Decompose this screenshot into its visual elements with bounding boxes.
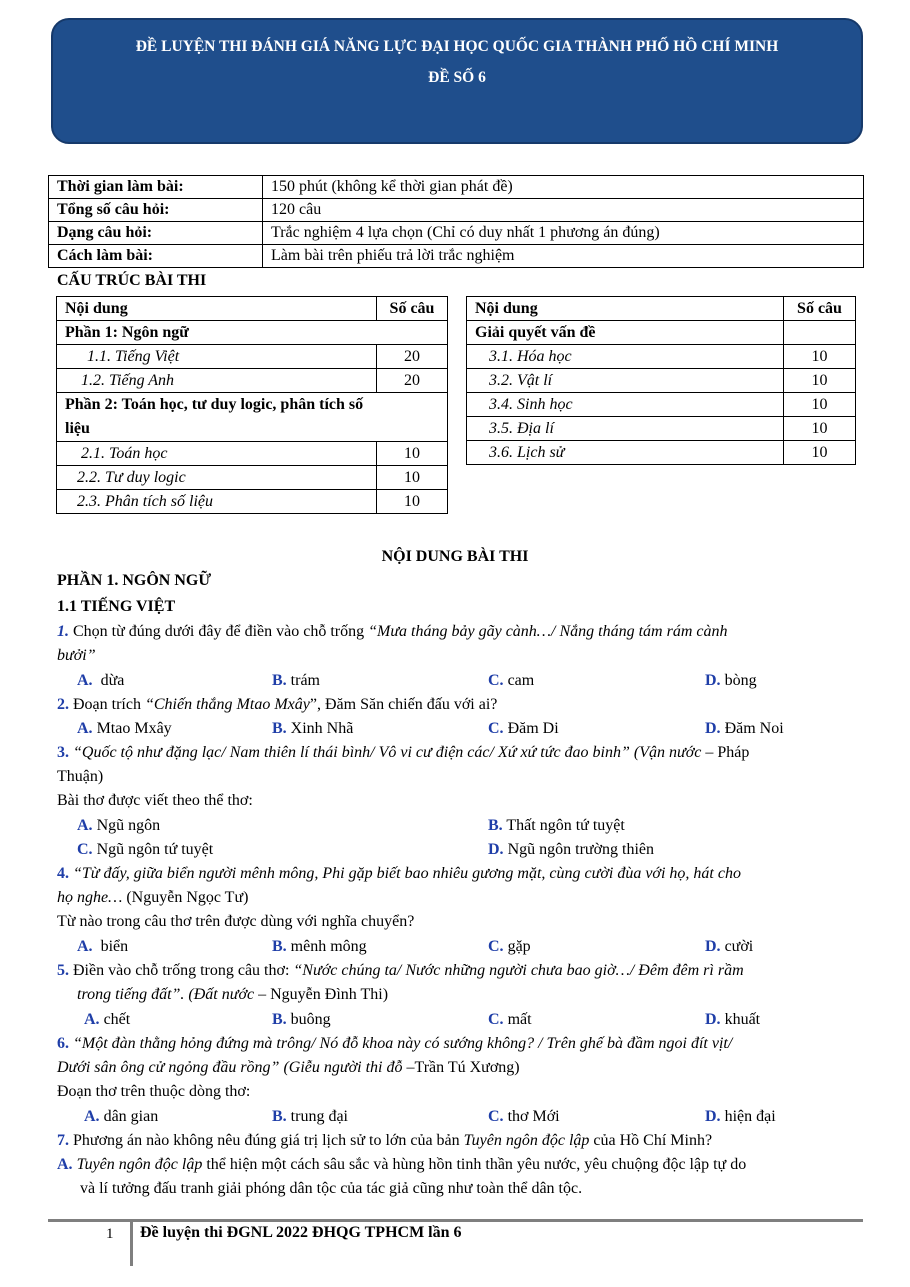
question-author: (Nguyễn Ngọc Tư) [122,889,249,906]
option-text: hiện đại [724,1108,776,1125]
option-d[interactable] [705,1011,760,1029]
count-cell: 10 [784,369,856,393]
content-title: NỘI DUNG BÀI THI [381,548,529,565]
question-2 [57,696,497,714]
info-key: Dạng câu hỏi: [49,222,263,245]
question-author: – Nguyễn Đình Thi) [254,986,389,1003]
table-header [57,297,448,321]
question-5 [57,962,744,980]
option-label: D. [705,938,721,955]
question-quote-cont [57,889,248,907]
count-cell: 20 [377,369,448,393]
option-c[interactable] [488,938,531,956]
subject-cell: 3.5. Địa lí [467,417,784,441]
option-text: Đăm Noi [724,720,784,737]
option-label: C. [488,1108,504,1125]
table-row [49,176,864,199]
option-text: chết [103,1011,131,1028]
question-text-post: của Hồ Chí Minh? [589,1132,713,1149]
question-quote: “Từ đấy, giữa biển người mênh mông, Phi gặp biết bao nhiêu gương mặt, cùng cười đùa với họ, hát cho [73,865,741,882]
question-quote-cont [57,1059,520,1077]
question-quote: “Quốc tộ như đặng lạc/ Nam thiên lí thái bình/ Vô vi cư điện các/ Xứ xứ tức đao binh” (Vận nước [73,744,702,761]
question-4 [57,865,741,883]
table-row [57,369,448,393]
subject-cell: 3.4. Sinh học [467,393,784,417]
question-prompt: Đoạn thơ trên thuộc dòng thơ: [57,1083,251,1100]
info-value: Trắc nghiệm 4 lựa chọn (Chỉ có duy nhất 1 phương án đúng) [263,222,864,245]
option-c[interactable] [77,841,213,859]
option-c[interactable] [488,1108,560,1126]
part-heading [57,393,448,442]
option-a[interactable] [84,1108,158,1126]
option-label: C. [488,938,504,955]
question-number: 7. [57,1132,69,1149]
option-a-cont: và lí tưởng đấu tranh giải phóng dân tộc của tác giả cũng như toàn thể dân tộc. [80,1180,583,1197]
subject-cell: 1.2. Tiếng Anh [57,369,377,393]
part-heading-line2: liệu [65,420,90,437]
info-value: 120 câu [263,199,864,222]
option-b[interactable] [272,672,320,690]
question-quote: “Chiến thắng Mtao Mxây [144,696,310,713]
option-d[interactable] [488,841,654,859]
header-banner [51,18,863,144]
option-text: dừa [100,672,125,689]
question-quote: “Mưa tháng bảy gãy cành…/ Nắng tháng tám rám cành [368,623,728,640]
option-label: B. [272,720,287,737]
info-value: 150 phút (không kể thời gian phát đề) [263,176,864,199]
structure-title: CẤU TRÚC BÀI THI [57,272,207,289]
question-quote-cont [77,986,388,1004]
question-quote: trong tiếng đất”. (Đất nước [77,986,255,1003]
option-text: Thất ngôn tứ tuyệt [506,817,625,834]
section-title: 1.1 TIẾNG VIỆT [57,598,176,615]
structure-table-left [56,296,448,514]
table-row [57,321,448,345]
option-label: A. [84,1108,100,1125]
option-text: gặp [507,938,531,955]
option-d[interactable] [705,720,784,738]
question-text: Phương án nào không nêu đúng giá trị lịch sử to lớn của bản [73,1132,460,1149]
table-row [49,199,864,222]
option-text: Ngũ ngôn trường thiên [507,841,655,858]
col-header-content: Nội dung [467,297,784,321]
option-text: mất [507,1011,532,1028]
part-heading: Giải quyết vấn đề [467,321,784,345]
question-number: 6. [57,1035,69,1052]
option-a[interactable] [77,817,160,835]
table-row [467,417,856,441]
table-row [57,345,448,369]
question-prompt: Bài thơ được viết theo thể thơ: [57,792,253,809]
option-text: thơ Mới [507,1108,560,1125]
part-title: PHẦN 1. NGÔN NGỮ [57,572,212,589]
table-row [467,441,856,465]
question-number: 4. [57,865,69,882]
col-header-content: Nội dung [57,297,377,321]
question-text-post: – Pháp [701,744,750,761]
question-text-cont: Thuận) [57,768,104,785]
option-text: Ngũ ngôn [96,817,161,834]
option-label: A. [77,938,93,955]
table-header [467,297,856,321]
option-b[interactable] [272,938,367,956]
option-label: A. [77,720,93,737]
empty-cell [784,321,856,345]
count-cell: 10 [784,417,856,441]
option-label: B. [272,1011,287,1028]
option-text: Ngũ ngôn tứ tuyệt [96,841,214,858]
question-quote-cont: bưởi” [57,647,96,664]
option-label: C. [488,672,504,689]
option-text: buông [290,1011,331,1028]
option-label: A. [77,817,93,834]
count-cell: 10 [784,441,856,465]
question-author: –Trần Tú Xương) [402,1059,520,1076]
question-quote: “Một đàn thằng hỏng đứng mà trông/ Nó đỗ khoa này có sướng không? / Trên ghế bà đầm ngoi đít vịt/ [73,1035,733,1052]
subject-cell: 3.6. Lịch sử [467,441,784,465]
footer-text: Đề luyện thi ĐGNL 2022 ĐHQG TPHCM lần 6 [140,1224,462,1241]
table-row [57,466,448,490]
col-header-count: Số câu [784,297,856,321]
option-text: trám [290,672,320,689]
count-cell: 10 [784,345,856,369]
option-label: D. [705,672,721,689]
question-7 [57,1132,712,1150]
subject-cell: 2.2. Tư duy logic [57,466,377,490]
option-text: khuất [724,1011,761,1028]
option-text: mênh mông [290,938,367,955]
option-d[interactable] [705,672,757,690]
option-text: cam [507,672,535,689]
option-label: A. [77,672,93,689]
option-text: cười [724,938,754,955]
option-b[interactable] [272,1011,331,1029]
option-label: D. [705,720,721,737]
option-text: bòng [724,672,757,689]
option-label: B. [272,1108,287,1125]
footer-rule [48,1219,863,1222]
option-label: B. [488,817,503,834]
option-a[interactable] [57,1156,746,1174]
option-label: D. [705,1108,721,1125]
footer-divider [130,1219,133,1266]
subject-cell: 2.1. Toán học [57,442,377,466]
option-text: dân gian [103,1108,159,1125]
option-a[interactable] [84,1011,130,1029]
table-row [467,393,856,417]
option-text: Xinh Nhã [290,720,354,737]
question-3 [57,744,749,762]
option-italic: Tuyên ngôn độc lập [76,1156,203,1173]
count-cell: 20 [377,345,448,369]
count-cell: 10 [377,490,448,514]
info-key: Cách làm bài: [49,245,263,268]
info-key: Thời gian làm bài: [49,176,263,199]
option-c[interactable] [488,720,559,738]
question-text: Chọn từ đúng dưới đây để điền vào chỗ trống [73,623,365,640]
option-text: trung đại [290,1108,348,1125]
option-label: D. [488,841,504,858]
question-1 [57,623,727,641]
question-text: Đoạn trích [73,696,141,713]
option-text: Đăm Di [507,720,559,737]
option-c[interactable] [488,1011,532,1029]
option-a[interactable] [77,672,124,690]
count-cell: 10 [377,466,448,490]
table-row [57,490,448,514]
option-label: C. [488,1011,504,1028]
option-label: D. [705,1011,721,1028]
question-number: 3. [57,744,69,761]
structure-table-right [466,296,856,465]
question-quote: họ nghe… [57,889,123,906]
option-b[interactable] [488,817,625,835]
option-d[interactable] [705,1108,776,1126]
subject-cell: 3.1. Hóa học [467,345,784,369]
table-row [49,245,864,268]
option-text: biển [100,938,129,955]
table-row [467,369,856,393]
question-number: 5. [57,962,69,979]
question-text-post: ”, Đăm Săn chiến đấu với ai? [309,696,498,713]
page-number: 1 [106,1226,114,1242]
question-text: Điền vào chỗ trống trong câu thơ: [73,962,290,979]
question-quote: Dưới sân ông cử ngỏng đầu rồng” (Giễu người thi đỗ [57,1059,403,1076]
table-row [467,345,856,369]
option-label: B. [272,938,287,955]
question-quote: “Nước chúng ta/ Nước những người chưa bao giờ…/ Đêm đêm rì rầm [293,962,744,979]
option-text: Mtao Mxây [96,720,172,737]
col-header-count: Số câu [377,297,448,321]
option-c[interactable] [488,672,534,690]
exam-title: ĐỀ LUYỆN THI ĐÁNH GIÁ NĂNG LỰC ĐẠI HỌC QUỐC GIA THÀNH PHỐ HỒ CHÍ MINH [135,38,779,55]
option-label: B. [272,672,287,689]
option-a[interactable] [77,720,172,738]
option-label: C. [77,841,93,858]
exam-number: ĐỀ SỐ 6 [428,69,486,86]
table-row [57,442,448,466]
subject-cell: 2.3. Phân tích số liệu [57,490,377,514]
option-d[interactable] [705,938,753,956]
table-row [49,222,864,245]
info-value: Làm bài trên phiếu trả lời trắc nghiệm [263,245,864,268]
part-heading: Phần 1: Ngôn ngữ [57,321,448,345]
count-cell: 10 [377,442,448,466]
question-number: 2. [57,696,69,713]
option-b[interactable] [272,1108,348,1126]
option-text: thể hiện một cách sâu sắc và hùng hồn tinh thần yêu nước, yêu chuộng độc lập tự do [202,1156,747,1173]
table-row [467,321,856,345]
part-heading-line1: Phần 2: Toán học, tư duy logic, phân tích số [65,396,364,413]
option-label: C. [488,720,504,737]
question-number: 1. [57,623,69,640]
option-b[interactable] [272,720,353,738]
table-row [57,393,448,442]
question-prompt: Từ nào trong câu thơ trên được dùng với nghĩa chuyển? [57,913,415,930]
info-key: Tổng số câu hỏi: [49,199,263,222]
subject-cell: 1.1. Tiếng Việt [57,345,377,369]
question-6 [57,1035,732,1053]
question-italic: Tuyên ngôn độc lập [463,1132,590,1149]
exam-info-table [48,175,864,268]
count-cell: 10 [784,393,856,417]
subject-cell: 3.2. Vật lí [467,369,784,393]
option-a[interactable] [77,938,128,956]
option-label: A. [57,1156,73,1173]
option-label: A. [84,1011,100,1028]
